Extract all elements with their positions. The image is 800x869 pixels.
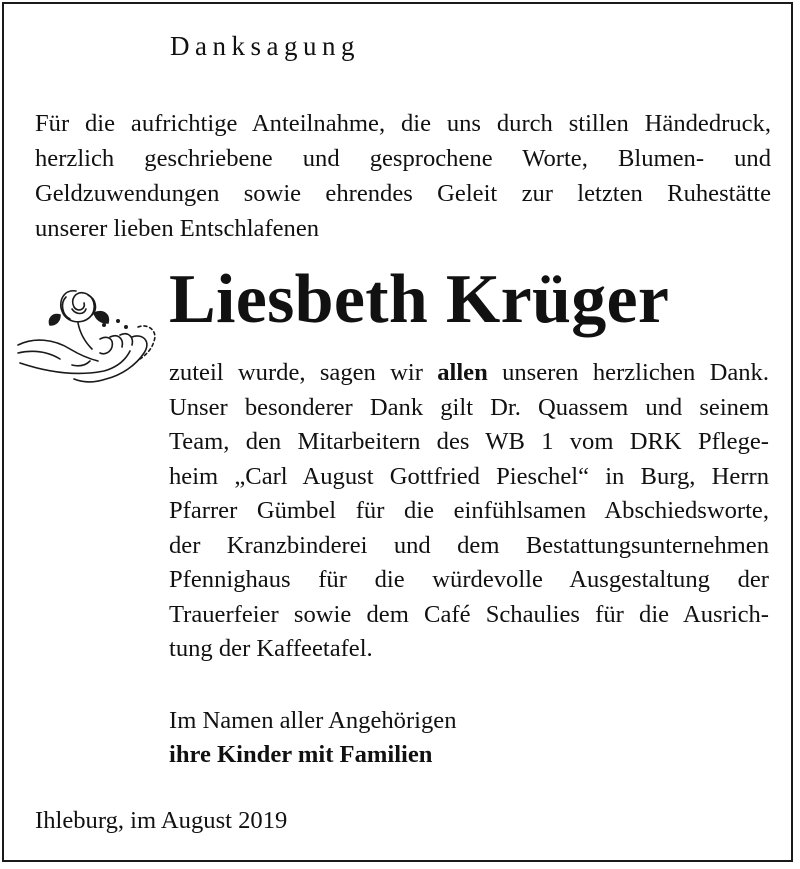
body-line: Trauerfeier sowie dem Café Schaulies für die Ausrich- (169, 600, 769, 628)
intro-line: Geldzuwendungen sowie ehrendes Geleit zur letzten Ruhestätte (35, 180, 771, 207)
body-line (169, 356, 769, 391)
intro-line: herzlich geschriebene und gesprochene Worte, Blumen- und (35, 145, 771, 172)
deceased-name: Liesbeth Krüger (169, 261, 670, 338)
body-text-segment: zuteil wurde, sagen wir (169, 359, 438, 386)
body-line: tung der Kaffeetafel. (169, 635, 373, 662)
closing-line: Im Namen aller Angehörigen (169, 707, 457, 734)
hands-holding-rose-icon (14, 279, 164, 409)
body-line: Pfarrer Gümbel für die einfühlsamen Abschiedsworte, (169, 497, 769, 524)
intro-line: unserer lieben Entschlafenen (35, 215, 320, 242)
body-text-segment: unseren herzlichen Dank. (487, 359, 769, 386)
notice-title: Danksagung (170, 31, 360, 61)
body-line: Pfennighaus für die würdevolle Ausgestaltung der (169, 566, 769, 593)
obituary-notice (2, 2, 793, 862)
body-line: Team, den Mitarbeitern des WB 1 vom DRK Pflege- (169, 428, 769, 455)
emphasis-text: allen (437, 359, 488, 386)
closing-block (169, 704, 457, 772)
body-line: der Kranzbinderei und dem Bestattungsunternehmen (169, 531, 769, 559)
intro-paragraph (35, 106, 771, 246)
signature: ihre Kinder mit Familien (169, 741, 433, 768)
body-line: heim „Carl August Gottfried Pieschel“ in Burg, Herrn (169, 462, 769, 490)
intro-line: Für die aufrichtige Anteilnahme, die uns durch stillen Händedruck, (35, 110, 771, 137)
body-line: Unser besonderer Dank gilt Dr. Quassem und seinem (169, 393, 769, 421)
body-paragraph (169, 356, 769, 667)
place-date: Ihleburg, im August 2019 (35, 807, 288, 834)
